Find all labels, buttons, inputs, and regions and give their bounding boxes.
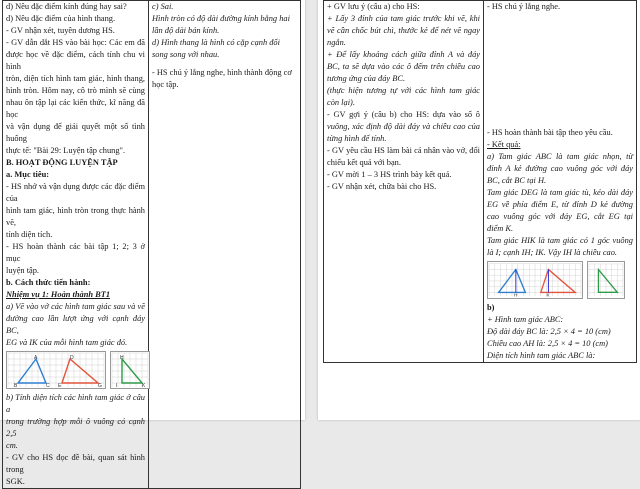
grid-figure-hik <box>110 351 150 389</box>
text-line: hình tròn. Hôm nay, cô trò mình sẽ cùng <box>6 86 145 95</box>
left-lesson-table <box>2 0 301 489</box>
text-line: từng hình để tính. <box>327 134 387 143</box>
text-line: ngắn. <box>327 38 346 47</box>
text-line: học tập. <box>152 80 179 89</box>
left-teacher-column <box>3 1 149 489</box>
answer-label-h: H <box>513 293 518 299</box>
text-line: vẽ cần chốc bút chì, thước kẻ để nét vẽ ngay <box>327 26 480 35</box>
label-a: A <box>34 355 38 361</box>
text-line: lần độ dài bán kính. <box>152 26 220 35</box>
right-page <box>318 0 640 420</box>
text-line: c) Sai. <box>152 2 174 11</box>
text-line: d) Nêu đặc điểm của hình thang. <box>6 14 116 23</box>
text-line: EG và IK của mỗi hình tam giác đó. <box>6 338 128 347</box>
answer-label-k: K <box>546 293 550 299</box>
text-line: - GV gợi ý (câu b) cho HS: dựa vào số ô <box>327 110 480 119</box>
answer-triangle-hik-svg <box>589 263 623 297</box>
text-line: + Hình tam giác ABC: <box>487 315 564 324</box>
left-triangle-figure <box>6 351 145 389</box>
text-line: - GV nhận xét, chữa bài cho HS. <box>327 182 437 191</box>
text-line: song song với nhau. <box>152 50 220 59</box>
text-line: d) Nêu đặc điểm kính đúng hay sai? <box>6 2 127 11</box>
text-line: tròn, diện tích hình tam giác, hình thang, <box>6 74 145 83</box>
answer-figure-hik <box>587 261 625 299</box>
text-line: cm. <box>6 441 18 450</box>
right-lesson-table <box>323 0 637 363</box>
text-line: được học về đặc điểm, cách tính chu vi hình <box>6 50 145 71</box>
text-line: - GV nhận xét, tuyên dương HS. <box>6 26 115 35</box>
text-line: EG về phía điểm E, từ đỉnh D kẻ đường <box>487 200 633 209</box>
text-line: là I; cạnh IH; IK. Vậy IH là chiều cao. <box>487 248 618 257</box>
text-line: luyện tập. <box>6 266 40 275</box>
text-line: trong trường hợp mỗi ô vuông có cạnh 2,5 <box>6 417 145 438</box>
text-line: BC, cắt BC tại H. <box>487 176 547 185</box>
text-line: a. Mục tiêu: <box>6 170 50 179</box>
text-line: - HS hoàn thành các bài tập 1; 2; 3 ở mục <box>6 242 145 263</box>
text-line: b) <box>487 303 495 312</box>
text-line: thực tế: "Bài 29: Luyện tập chung". <box>6 146 126 155</box>
text-line: + Để lấy khoảng cách giữa đỉnh A và đáy <box>327 50 480 59</box>
text-line: d) Hình thang là hình có cặp cạnh đối <box>152 38 280 47</box>
text-line: - HS nhớ và vận dụng được các đặc điểm của <box>6 182 145 203</box>
text-line: hình tam giác, hình tròn trong thực hành vẽ, <box>6 206 145 227</box>
text-line: Nhiệm vụ 1: Hoàn thành BT1 <box>6 290 111 299</box>
triangles-abc-deg-svg <box>8 353 104 387</box>
text-line: đường cao lần lượt ứng với cạnh đáy BC, <box>6 314 145 335</box>
label-i: I <box>116 383 118 389</box>
label-d: D <box>70 355 74 361</box>
text-line: nhau ôn tập lại các kiến thức, kĩ năng đã học <box>6 98 145 119</box>
text-line: a) Tam giác ABC là tam giác nhọn, từ <box>487 152 633 161</box>
text-line: b. Cách thức tiến hành: <box>6 278 91 287</box>
text-line: Tam giác DEG là tam giác tù, kéo dài đáy <box>487 188 633 197</box>
text-line: - GV yêu cầu HS làm bài cá nhân vào vở, đổi <box>327 146 480 155</box>
text-line: - HS chú ý lắng nghe. <box>487 2 561 11</box>
text-line: B. HOẠT ĐỘNG LUYỆN TẬP <box>6 158 118 167</box>
text-line: Tam giác HIK là tam giác có 1 góc vuông <box>487 236 633 245</box>
left-page <box>0 0 305 486</box>
answer-figure-abc-deg <box>487 261 583 299</box>
text-line: Độ dài đáy BC là: 2,5 × 4 = 10 (cm) <box>487 327 611 336</box>
text-line: chiếu kết quả với bạn. <box>327 158 401 167</box>
text-line: b) Tính diện tích các hình tam giác ở câu a <box>6 393 145 414</box>
grid-figure-abc-deg <box>6 351 106 389</box>
text-line: tính diện tích. <box>6 230 53 239</box>
left-student-column <box>149 1 301 489</box>
text-line: - Kết quả: <box>487 140 521 149</box>
text-line: Diện tích hình tam giác ABC là: <box>487 351 596 360</box>
text-line: - HS chú ý lắng nghe, hình thành động cơ <box>152 68 292 77</box>
text-line: và vận dụng để giải quyết một số tình huống <box>6 122 145 143</box>
text-line: điểm K. <box>487 224 514 233</box>
answer-triangles-abc-deg-svg <box>489 263 581 297</box>
text-line: - GV mời 1 – 3 HS trình bày kết quả. <box>327 170 452 179</box>
label-b: B <box>14 383 18 389</box>
label-h: H <box>120 355 124 361</box>
triangle-hik-svg <box>112 353 148 387</box>
text-line: Hình tròn có độ dài đường kính bằng hai <box>152 14 290 23</box>
right-teacher-column <box>324 1 484 363</box>
text-line: - GV cho HS đọc đề bài, quan sát hình trong <box>6 453 145 474</box>
right-student-column <box>484 1 637 363</box>
label-g: G <box>98 383 102 389</box>
text-line: Chiều cao AH là: 2,5 × 4 = 10 (cm) <box>487 339 608 348</box>
label-c: C <box>46 383 50 389</box>
text-line: + GV lưu ý (câu a) cho HS: <box>327 2 420 11</box>
text-line: vuông, xác định độ dài đáy và chiều cao của <box>327 122 480 131</box>
right-triangle-figure <box>487 261 633 299</box>
label-k: K <box>142 383 146 389</box>
text-line: - GV dẫn dắt HS vào bài học: Các em đã <box>6 38 145 47</box>
label-e: E <box>58 383 62 389</box>
text-line: cao vuông góc với đáy EG, cắt EG tại <box>487 212 633 221</box>
text-line: - HS hoàn thành bài tập theo yêu cầu. <box>487 128 613 137</box>
text-line: + Lấy 3 đỉnh của tam giác trước khi vẽ, khi <box>327 14 480 23</box>
text-line: tương ứng của đáy BC. <box>327 74 406 83</box>
text-line: đỉnh A kẻ đường cao vuông góc với đáy <box>487 164 633 173</box>
text-line: BC, ta sẽ dựa vào các ô đếm trên chiều cao <box>327 62 480 71</box>
text-line: a) Vẽ vào vở các hình tam giác sau và vẽ <box>6 302 145 311</box>
text-line: SGK. <box>6 477 25 486</box>
text-line: còn lại). <box>327 98 355 107</box>
text-line: (thực hiện tương tự với các hình tam giác <box>327 86 480 95</box>
